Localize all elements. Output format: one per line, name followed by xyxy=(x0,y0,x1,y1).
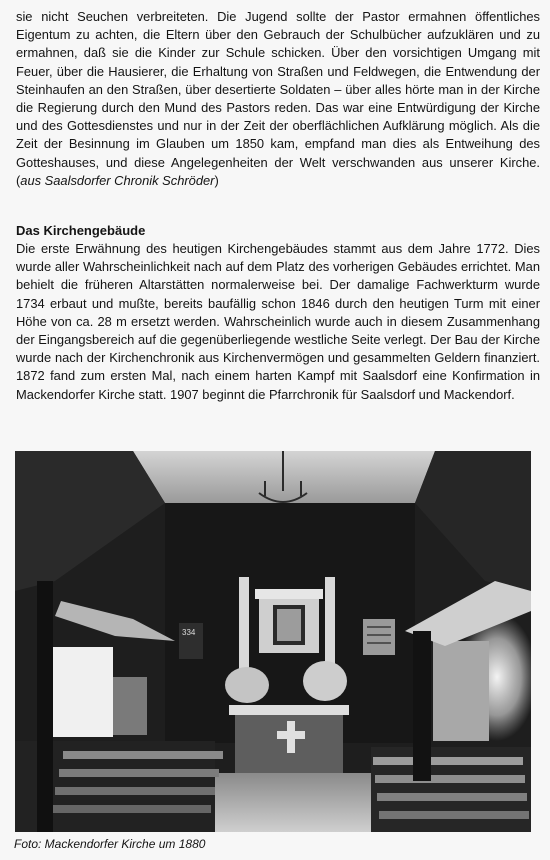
body-paragraph-1: sie nicht Seuchen verbreiteten. Die Jugend sollte der Pastor ermahnen öffentliches Eigentum zu achten, die Eltern über den Gebrauch der Schulbücher aufzuklären und zu ermahnen, daß sie die Kinder zur Schule schicken. Über den vorsichtigen Umgang mit Feuer, über die Hausierer, die Erhaltung von Straßen und Feldwegen, die Entwendung der Steinhaufen an den Straßen, über desertierte Soldaten – über alles hörte man in der Kirche die Regierung durch den Mund des Pastors reden. Das war eine Entwürdigung der Kirche und des Gottesdienstes und nur in der Zeit der oberflächlichen Aufklärung möglich. Als die Zeit der Besinnung im Glauben um 1850 kam, empfand man dies als Entweihung des Gotteshauses, und diese Angelegenheiten der Welt verschwanden aus unserer Kirche. (aus Saalsdorfer Chronik Schröder) xyxy=(16,9,540,188)
source-citation: aus Saalsdorfer Chronik Schröder xyxy=(20,172,215,188)
church-interior-photo xyxy=(15,451,531,832)
photo-caption: Foto: Mackendorfer Kirche um 1880 xyxy=(14,837,206,851)
section-heading: Das Kirchengebäude xyxy=(16,223,146,238)
paragraph-1-text: sie nicht Seuchen verbreiteten. Die Jugend sollte der Pastor ermahnen öffentliches Eigentum zu achten, die Eltern über den Gebrauch der Schulbücher aufzuklären und zu ermahnen, daß sie die Kinder zur Schule schicken. Über den vorsichtigen Umgang mit Feuer, über die Hausierer, die Erhaltung von Straßen und Feldwegen, die Entwendung der Steinhaufen an den Straßen, über desertierte Soldaten – über alles hörte man in der Kirche die Regierung durch den Mund des Pastors reden. Das war eine Entwürdigung der Kirche und des Gottesdienstes und nur in der Zeit der oberflächlichen Aufklärung möglich. Als die Zeit der Besinnung im Glauben um 1850 kam, empfand man dies als Entweihung des Gotteshauses, und diese Angelegenheiten der Welt verschwanden aus unserer Kirche. xyxy=(16,9,540,170)
body-paragraph-2: Die erste Erwähnung des heutigen Kirchengebäudes stammt aus dem Jahre 1772. Dies wurde aller Wahrscheinlichkeit nach auf dem Platz des vorherigen Gebäudes errichtet. Man behielt die früheren Altarstätten normalerweise bei. Der damalige Fachwerkturm wurde 1734 erbaut und mußte, bereits baufällig schon 1846 durch den heutigen Turm mit einer Höhe von ca. 28 m ersetzt werden. Wahrscheinlich wurde auch in diesem Zusammenhang der Eingangsbereich auf die gegenüberliegende westliche Seite verlegt. Der Bau der Kirche wurde nach der Kirchenchronik aus Kirchenvermögen und gesammelten Geldern finanziert. 1872 fand zum ersten Mal, nach einem harten Kampf mit Saalsdorf eine Konfirmation in Mackendorfer Kirche statt. 1907 beginnt die Pfarrchronik für Saalsdorf und Mackendorf. xyxy=(16,241,540,402)
hymn-board-number: 334 xyxy=(182,628,196,637)
